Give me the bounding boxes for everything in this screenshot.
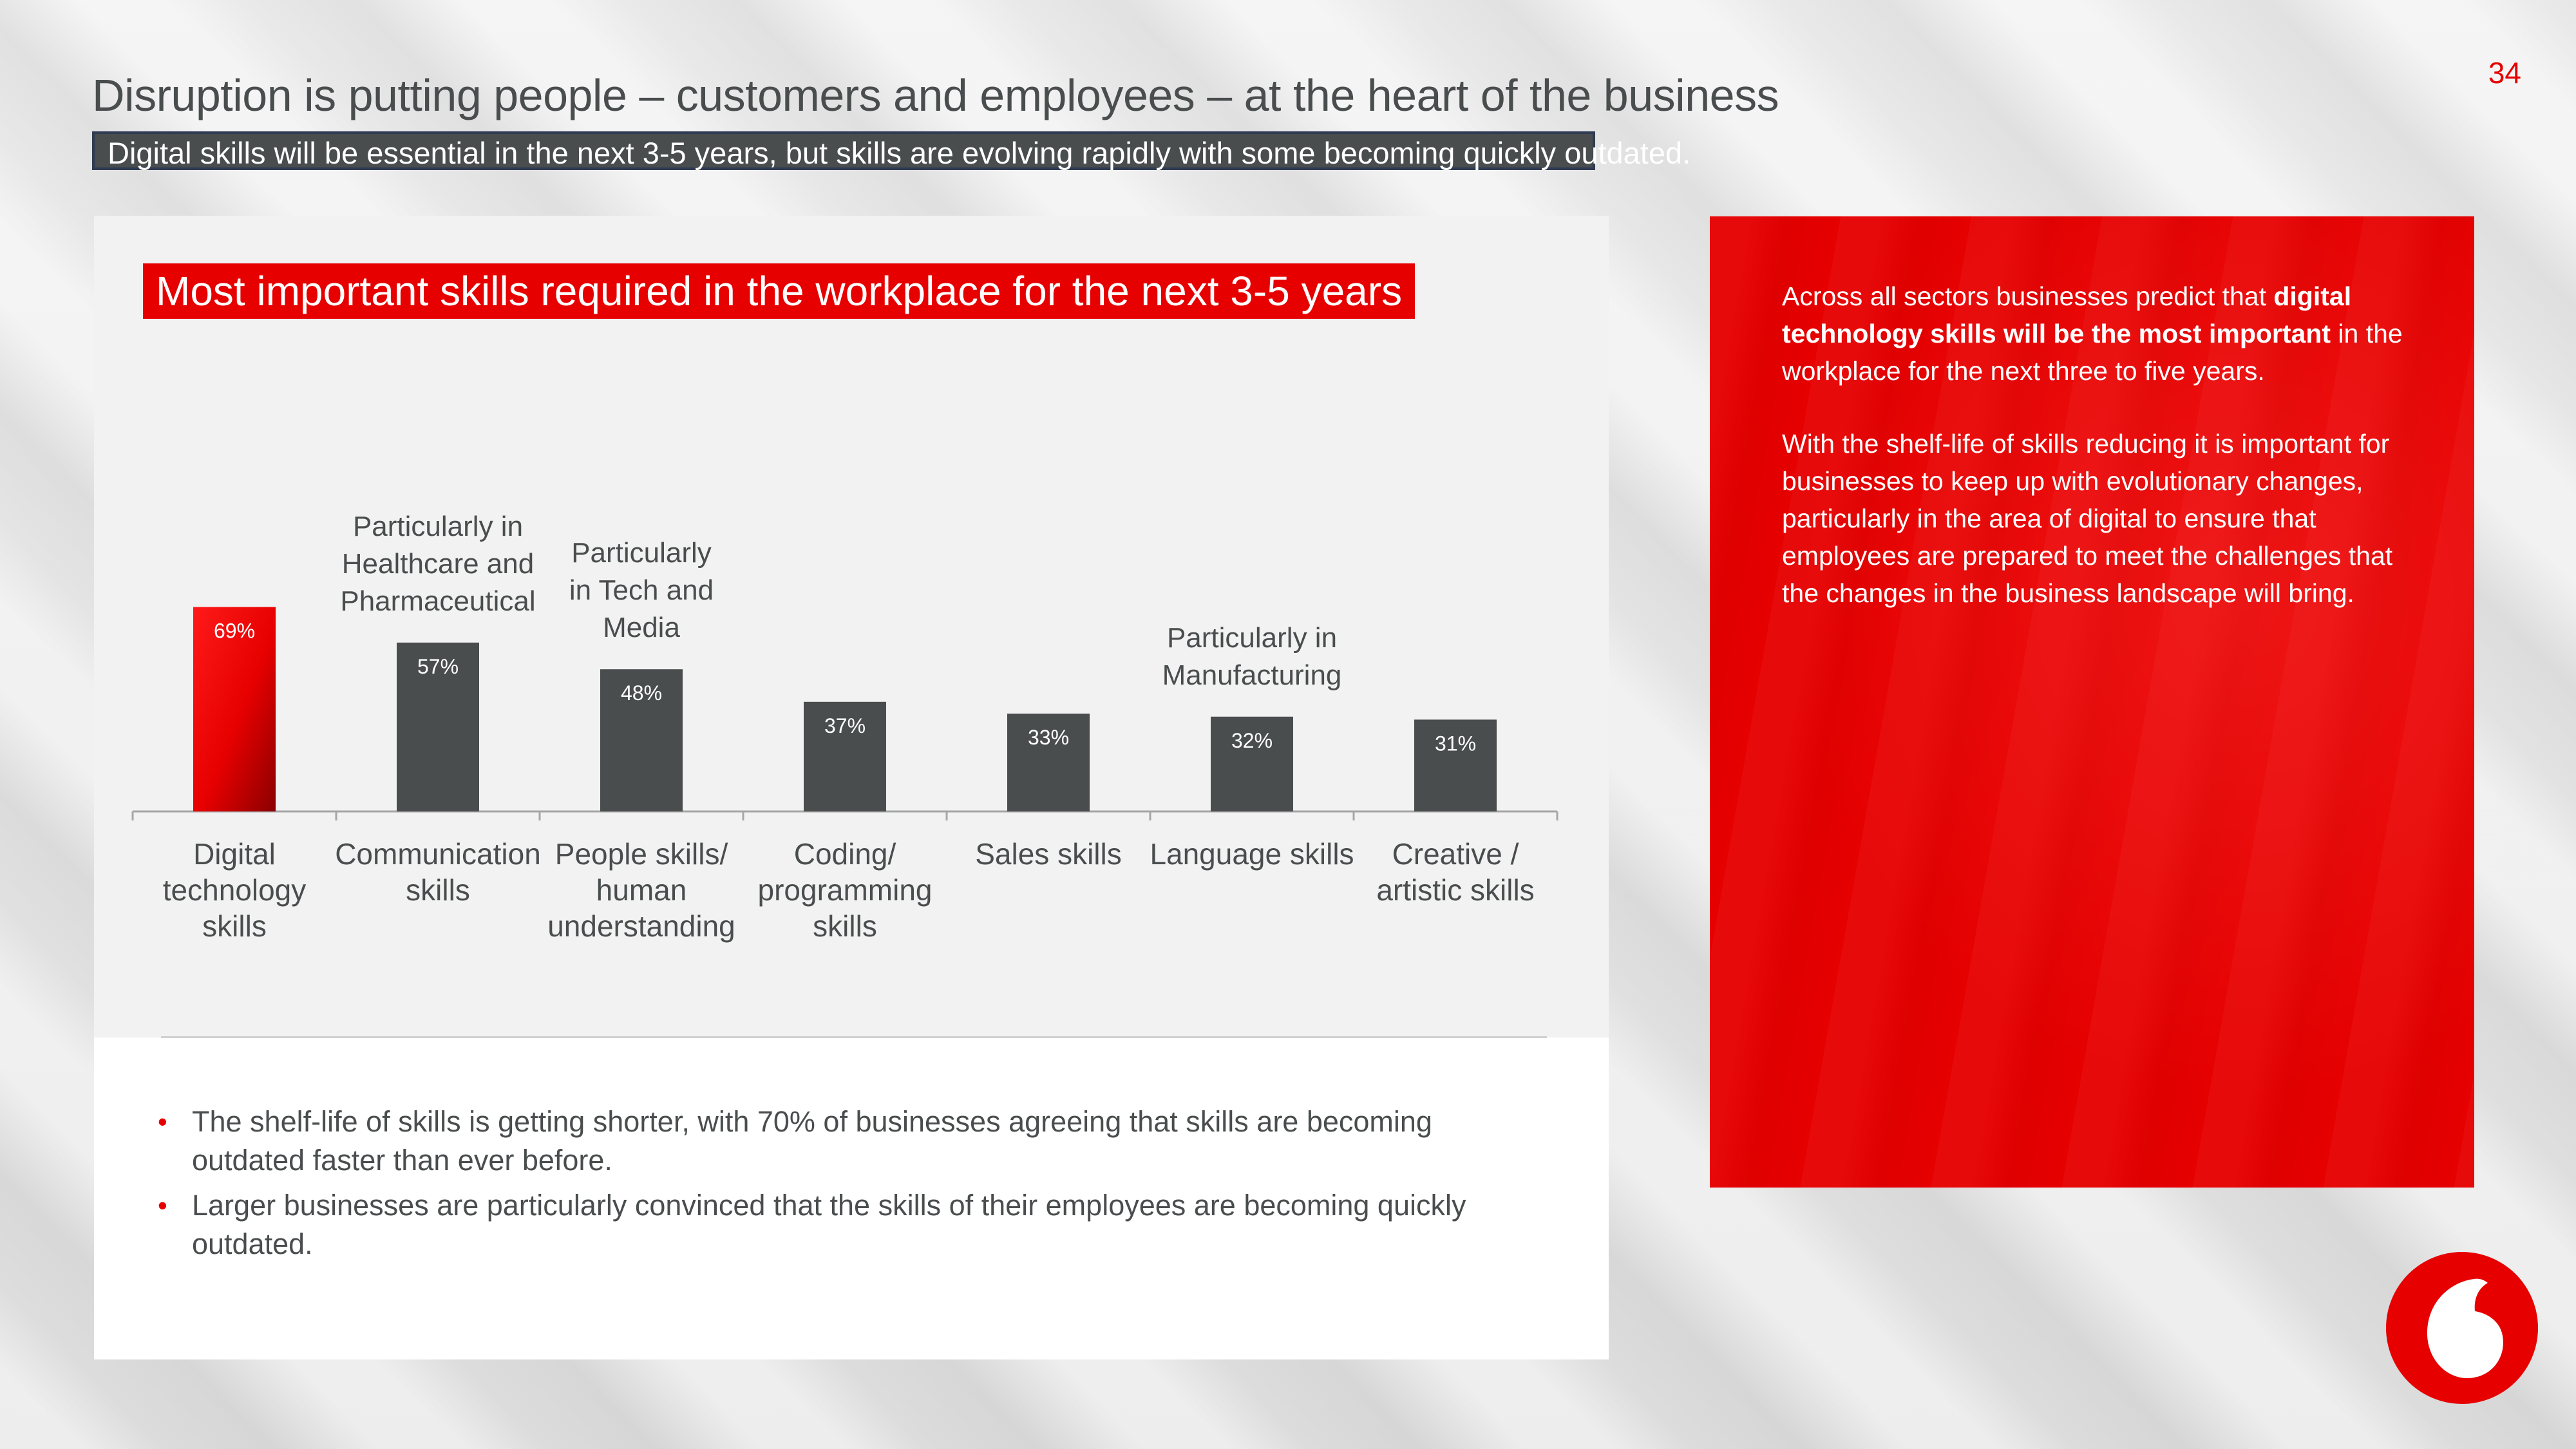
insight-text-part: in the workplace for the next three to five years. — [1782, 319, 2403, 386]
category-label: skills — [406, 873, 470, 907]
annotation-label: Manufacturing — [1162, 659, 1342, 691]
vodafone-logo-icon — [2385, 1251, 2539, 1405]
category-label: Sales skills — [975, 837, 1122, 871]
bullet-item — [158, 1103, 1542, 1180]
insight-text — [1782, 278, 2432, 647]
annotation-label: Particularly in — [1166, 621, 1338, 654]
bullet-text: The shelf-life of skills is getting shorter, with 70% of businesses agreeing that skills are becoming outdated faster than ever before. — [192, 1105, 1432, 1177]
chart-title: Most important skills required in the workplace for the next 3-5 years — [143, 263, 1415, 319]
bullet-text: Larger businesses are particularly convinced that the skills of their employees are becoming quickly outdated. — [192, 1189, 1466, 1260]
category-label: understanding — [547, 909, 735, 943]
annotation-label: Pharmaceutical — [340, 585, 536, 617]
annotation-label: Healthcare and — [341, 547, 535, 580]
annotation-label: in Tech and — [569, 574, 714, 607]
skills-bar-chart — [94, 216, 1609, 1037]
category-label: Coding/ — [793, 837, 896, 871]
bullet-item — [158, 1186, 1542, 1264]
category-label: skills — [813, 909, 877, 943]
section-divider — [161, 1036, 1547, 1038]
bullet-list — [158, 1103, 1542, 1270]
category-label: Language skills — [1150, 837, 1354, 871]
category-label: programming — [757, 873, 933, 907]
page-title: Disruption is putting people – customers and employees – at the heart of the business — [92, 70, 1779, 120]
bar-value-label: 31% — [1434, 732, 1477, 755]
insight-text-part: Across all sectors businesses predict that — [1782, 281, 2274, 311]
annotation-label: Particularly in — [352, 510, 524, 542]
page-subtitle: Digital skills will be essential in the next 3-5 years, but skills are evolving rapidly with some becoming quickly outdated. — [92, 131, 1595, 170]
category-label: Digital — [193, 837, 276, 871]
bar-value-label: 69% — [213, 619, 256, 643]
insight-paragraph-2: With the shelf-life of skills reducing it is important for businesses to keep up with evolutionary changes, particularly in the area of digital to ensure that employees are prepared to meet the challenges that the changes in the business landscape will bring. — [1782, 429, 2393, 608]
category-label: Creative / — [1392, 837, 1519, 871]
category-label: Communication — [335, 837, 541, 871]
bar-value-label: 33% — [1027, 726, 1070, 750]
category-label: artistic skills — [1376, 873, 1535, 907]
page-number: 34 — [2488, 56, 2521, 90]
annotation-label: Particularly — [571, 537, 712, 569]
category-label: human — [596, 873, 687, 907]
category-label: People skills/ — [554, 837, 728, 871]
bullet-dot-icon: • — [158, 1190, 167, 1220]
bar-value-label: 48% — [620, 681, 663, 705]
insight-highlight: digital technology skills will be the most important — [1782, 281, 2352, 348]
bar-value-label: 32% — [1231, 728, 1273, 752]
category-label: technology — [162, 873, 307, 907]
bar-value-label: 57% — [417, 654, 459, 678]
bar-value-label: 37% — [824, 714, 866, 737]
category-label: skills — [202, 909, 267, 943]
bullet-dot-icon: • — [158, 1106, 167, 1137]
insight-paragraph-1 — [1782, 278, 2432, 390]
annotation-label: Media — [603, 612, 680, 644]
